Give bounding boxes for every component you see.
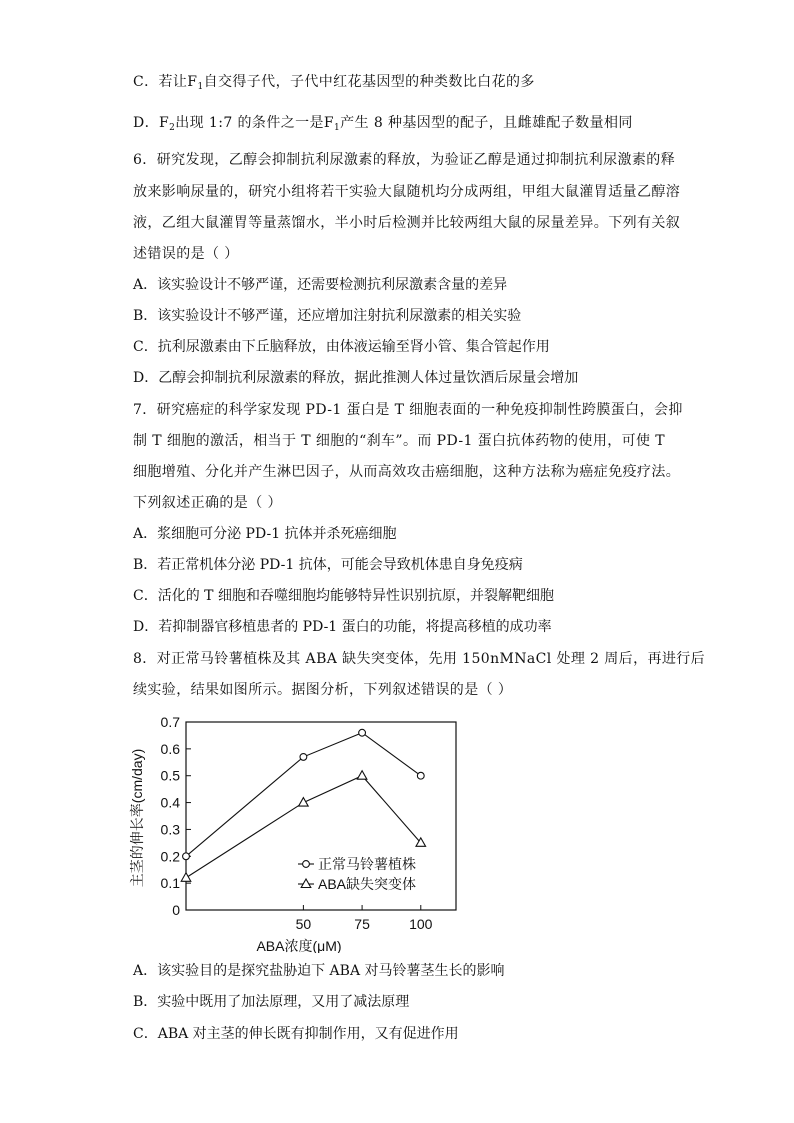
option-c-pre: C．若让F [133,74,198,90]
y-tick-label: 0.2 [160,848,180,865]
option-d-mid: 出现 1:7 的条件之一是F [175,115,335,131]
option-c-prev [133,72,535,92]
legend-label: 正常马铃薯植株 [318,856,416,872]
data-point-series-1 [181,873,191,882]
x-tick-label: 50 [295,916,312,932]
q7-stem-line: 7．研究癌症的科学家发现 PD-1 蛋白是 T 细胞表面的一种免疫抑制性跨膜蛋白，会抑 [133,402,683,418]
y-tick-label: 0.4 [160,794,180,811]
q7-stem-line: 制 T 细胞的激活，相当于 T 细胞的“刹车”。而 PD-1 蛋白抗体药物的使用，可使 T [133,433,666,449]
q6-stem-line: 放来影响尿量的，研究小组将若干实验大鼠随机均分成两组，甲组大鼠灌胃适量乙醇溶 [133,184,681,200]
y-axis-label: 主茎的伸长率(cm/day) [129,748,145,888]
q7-option-c: C．活化的 T 细胞和吞噬细胞均能够特异性识别抗原，并裂解靶细胞 [133,588,554,604]
f-subscript: 2 [169,123,176,133]
option-d-post: 产生 8 种基因型的配子，且雌雄配子数量相同 [340,115,633,131]
y-tick-label: 0.3 [160,821,180,838]
q6-option-c: C．抗利尿激素由下丘脑释放，由体液运输至肾小管、集合管起作用 [133,339,550,355]
data-point-series-0 [183,853,190,860]
q7-option-a: A．浆细胞可分泌 PD-1 抗体并杀死癌细胞 [133,526,397,542]
option-d-pre: D．F [133,115,170,131]
option-c-post: 自交得子代，子代中红花基因型的种类数比白花的多 [203,74,535,90]
f-subscript: 1 [334,123,341,133]
x-axis-label: ABA浓度(μM) [256,938,342,953]
q8-stem-line: 续实验，结果如图所示。据图分析，下列叙述错误的是（ ） [133,682,513,698]
q8-stem-line: 8．对正常马铃薯植株及其 ABA 缺失突变体，先用 150nMNaCl 处理 2 周后，再进行后 [133,651,706,667]
option-d-prev [133,113,633,133]
series-line-0 [186,733,421,857]
y-tick-label: 0.6 [160,740,180,757]
q7-option-d: D．若抑制器官移植患者的 PD-1 蛋白的功能，将提高移植的成功率 [133,619,552,635]
y-tick-label: 0.1 [160,875,180,892]
x-tick-label: 100 [409,916,433,932]
x-tick-label: 75 [354,916,370,932]
q6-stem-line: 液，乙组大鼠灌胃等量蒸馏水，半小时后检测并比较两组大鼠的尿量差异。下列有关叙 [133,215,681,231]
legend-label: ABA缺失突变体 [318,876,417,892]
q6-option-b: B．该实验设计不够严谨，还应增加注射抗利尿激素的相关实验 [133,308,522,324]
data-point-series-0 [359,729,366,736]
q6-stem-line: 述错误的是（ ） [133,246,239,262]
q6-option-d: D．乙醇会抑制抗利尿激素的释放，据此推测人体过量饮酒后尿量会增加 [133,370,579,386]
data-point-series-1 [299,798,309,807]
q8-option-a: A．该实验目的是探究盐胁迫下 ABA 对马铃薯茎生长的影响 [133,963,505,979]
f-subscript: 1 [197,82,204,92]
data-point-series-0 [300,754,307,761]
y-tick-label: 0.7 [160,714,180,730]
legend-marker [301,879,311,888]
data-point-series-0 [417,772,424,779]
q7-option-b: B．若正常机体分泌 PD-1 抗体，可能会导致机体患自身免疫病 [133,557,523,573]
q8-option-c: C．ABA 对主茎的伸长既有抑制作用，又有促进作用 [133,1026,459,1042]
q6-option-a: A．该实验设计不够严谨，还需要检测抗利尿激素含量的差异 [133,277,508,293]
y-tick-label: 0 [172,902,180,918]
line-chart [128,708,468,953]
q7-stem-line: 细胞增殖、分化并产生淋巴因子，从而高效攻击癌细胞，这种方法称为癌症免疫疗法。 [133,464,681,480]
q7-stem-line: 下列叙述正确的是（ ） [133,495,282,511]
q6-stem-line: 6．研究发现，乙醇会抑制抗利尿激素的释放，为验证乙醇是通过抑制抗利尿激素的释 [133,152,676,168]
data-point-series-1 [357,771,367,780]
legend-marker [303,861,310,868]
y-tick-label: 0.5 [160,767,180,784]
q8-option-b: B．实验中既用了加法原理，又用了减法原理 [133,994,410,1010]
